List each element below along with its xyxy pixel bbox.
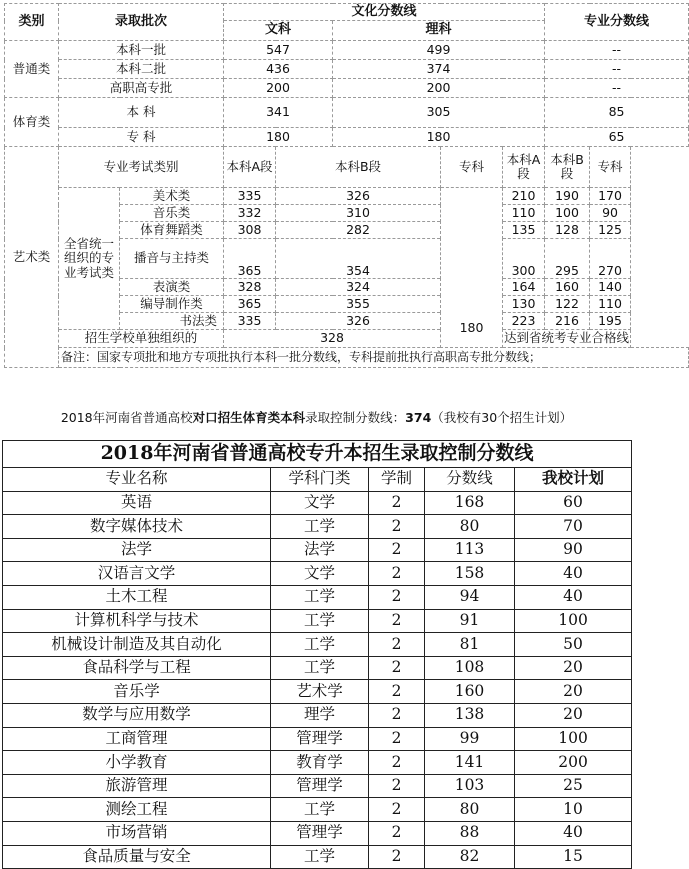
zk-culture-score: 180 [441, 188, 503, 348]
score-a: 328 [224, 279, 276, 296]
discipline-cell: 文学 [271, 491, 369, 515]
score-a: 335 [224, 188, 276, 205]
header-major-line: 专业分数线 [545, 4, 689, 41]
header-plan: 我校计划 [515, 468, 632, 492]
table-row [3, 656, 632, 680]
plan-cell: 40 [515, 821, 632, 845]
major-a: 164 [503, 279, 545, 296]
years-cell: 2 [369, 798, 425, 822]
plan-cell: 40 [515, 562, 632, 586]
discipline-cell: 工学 [271, 656, 369, 680]
batch-cell: 本 科 [59, 98, 224, 128]
unified-exam-label: 全省统一组织的专业考试类 [59, 188, 120, 330]
years-cell: 2 [369, 703, 425, 727]
score-cell: 160 [425, 680, 515, 704]
table-row [3, 680, 632, 704]
table-row [3, 821, 632, 845]
score-b: 310 [276, 205, 441, 222]
years-cell: 2 [369, 751, 425, 775]
years-cell: 2 [369, 845, 425, 869]
batch-cell: 本科一批 [59, 41, 224, 60]
major-name-cell: 音乐学 [3, 680, 271, 704]
score-b: 326 [276, 188, 441, 205]
sports-row [5, 128, 689, 147]
major-a: 223 [503, 313, 545, 330]
score-b: 354 [276, 239, 441, 279]
exam-category-header: 专业考试类别 [59, 147, 224, 188]
plan-cell: 60 [515, 491, 632, 515]
score-cell: 88 [425, 821, 515, 845]
major-name-cell: 数字媒体技术 [3, 515, 271, 539]
years-cell: 2 [369, 491, 425, 515]
science-score: 200 [333, 79, 545, 98]
major-a: 130 [503, 296, 545, 313]
score-b: 324 [276, 279, 441, 296]
major-a: 110 [503, 205, 545, 222]
header-score: 分数线 [425, 468, 515, 492]
table-row [3, 585, 632, 609]
col-zk-header: 专科 [441, 147, 503, 188]
school-org-culture: 328 [224, 330, 441, 348]
major-score: 65 [545, 128, 689, 147]
major-name-cell: 计算机科学与技术 [3, 609, 271, 633]
table-row [3, 703, 632, 727]
table-row [3, 562, 632, 586]
major-zk-header: 专科 [590, 147, 631, 188]
major-zk: 270 [590, 239, 631, 279]
sports-caption [0, 408, 633, 426]
major-a-header: 本科A段 [503, 147, 545, 188]
header-category: 类别 [5, 4, 59, 41]
major-b: 122 [545, 296, 590, 313]
liberal-score: 341 [224, 98, 333, 128]
col-b-header: 本科B段 [276, 147, 441, 188]
plan-cell: 90 [515, 538, 632, 562]
major-name-cell: 汉语言文学 [3, 562, 271, 586]
major-score: -- [545, 41, 689, 60]
table-row [3, 798, 632, 822]
major-b: 128 [545, 222, 590, 239]
control-score-table [4, 3, 689, 368]
years-cell: 2 [369, 585, 425, 609]
table-row [3, 633, 632, 657]
plan-cell: 15 [515, 845, 632, 869]
liberal-score: 180 [224, 128, 333, 147]
discipline-cell: 艺术学 [271, 680, 369, 704]
exam-category: 表演类 [120, 279, 224, 296]
score-b: 282 [276, 222, 441, 239]
major-score: -- [545, 60, 689, 79]
plan-cell: 25 [515, 774, 632, 798]
major-name-cell: 市场营销 [3, 821, 271, 845]
discipline-cell: 教育学 [271, 751, 369, 775]
table-row [3, 609, 632, 633]
major-a: 300 [503, 239, 545, 279]
header-culture-line: 文化分数线 [224, 4, 545, 21]
table-row [3, 727, 632, 751]
major-b: 295 [545, 239, 590, 279]
major-name-cell: 食品质量与安全 [3, 845, 271, 869]
header-major: 专业名称 [3, 468, 271, 492]
caption-suffix: （我校有30个招生计划） [431, 410, 573, 425]
years-cell: 2 [369, 680, 425, 704]
school-org-major: 达到省统考专业合格线 [503, 330, 631, 348]
table-note: 备注：国家专项批和地方专项批执行本科一批分数线，专科提前批执行高职高专批分数线； [59, 348, 689, 368]
school-org-label: 招生学校单独组织的 [59, 330, 224, 348]
score-a: 308 [224, 222, 276, 239]
arts-header-row [5, 147, 689, 188]
score-a: 335 [224, 313, 276, 330]
plan-cell: 70 [515, 515, 632, 539]
header-batch: 录取批次 [59, 4, 224, 41]
arts-row [5, 188, 689, 205]
score-a: 365 [224, 239, 276, 279]
major-zk: 90 [590, 205, 631, 222]
header-liberal: 文科 [224, 21, 333, 41]
score-cell: 82 [425, 845, 515, 869]
score-cell: 168 [425, 491, 515, 515]
discipline-cell: 管理学 [271, 821, 369, 845]
exam-category: 美术类 [120, 188, 224, 205]
score-b: 355 [276, 296, 441, 313]
batch-cell: 专 科 [59, 128, 224, 147]
table-row [3, 751, 632, 775]
years-cell: 2 [369, 656, 425, 680]
plan-cell: 20 [515, 656, 632, 680]
caption-bold: 对口招生体育类本科 [192, 410, 306, 425]
plan-cell: 40 [515, 585, 632, 609]
plan-cell: 20 [515, 703, 632, 727]
discipline-cell: 工学 [271, 515, 369, 539]
major-b: 216 [545, 313, 590, 330]
score-cell: 103 [425, 774, 515, 798]
header-science: 理科 [333, 21, 545, 41]
discipline-cell: 工学 [271, 585, 369, 609]
general-label: 普通类 [5, 41, 59, 98]
discipline-cell: 工学 [271, 845, 369, 869]
years-cell: 2 [369, 774, 425, 798]
major-a: 210 [503, 188, 545, 205]
science-score: 499 [333, 41, 545, 60]
major-zk: 170 [590, 188, 631, 205]
table-row [3, 491, 632, 515]
major-name-cell: 机械设计制造及其自动化 [3, 633, 271, 657]
years-cell: 2 [369, 515, 425, 539]
score-cell: 99 [425, 727, 515, 751]
score-cell: 141 [425, 751, 515, 775]
major-name-cell: 旅游管理 [3, 774, 271, 798]
caption-middle: 录取控制分数线： [305, 410, 406, 425]
major-b-header: 本科B段 [545, 147, 590, 188]
exam-category: 音乐类 [120, 205, 224, 222]
table-row [3, 845, 632, 869]
major-name-cell: 法学 [3, 538, 271, 562]
major-name-cell: 食品科学与工程 [3, 656, 271, 680]
score-cell: 158 [425, 562, 515, 586]
discipline-cell: 理学 [271, 703, 369, 727]
exam-category: 书法类 [120, 313, 224, 330]
general-row [5, 41, 689, 60]
years-cell: 2 [369, 821, 425, 845]
discipline-cell: 工学 [271, 633, 369, 657]
header-years: 学制 [369, 468, 425, 492]
sports-row [5, 98, 689, 128]
batch-cell: 本科二批 [59, 60, 224, 79]
liberal-score: 200 [224, 79, 333, 98]
score-cell: 113 [425, 538, 515, 562]
arts-label: 艺术类 [5, 147, 59, 368]
plan-cell: 200 [515, 751, 632, 775]
general-row [5, 79, 689, 98]
science-score: 180 [333, 128, 545, 147]
plan-cell: 50 [515, 633, 632, 657]
liberal-score: 436 [224, 60, 333, 79]
major-name-cell: 英语 [3, 491, 271, 515]
years-cell: 2 [369, 609, 425, 633]
discipline-cell: 法学 [271, 538, 369, 562]
score-a: 365 [224, 296, 276, 313]
major-a: 135 [503, 222, 545, 239]
major-zk: 195 [590, 313, 631, 330]
plan-cell: 100 [515, 727, 632, 751]
school-org-row [5, 330, 689, 348]
major-name-cell: 数学与应用数学 [3, 703, 271, 727]
plan-cell: 10 [515, 798, 632, 822]
major-name-cell: 小学教育 [3, 751, 271, 775]
header-discipline: 学科门类 [271, 468, 369, 492]
upgrade-score-table [2, 440, 632, 869]
upgrade-header-row [3, 468, 632, 492]
science-score: 305 [333, 98, 545, 128]
exam-category: 编导制作类 [120, 296, 224, 313]
score-cell: 138 [425, 703, 515, 727]
score-cell: 108 [425, 656, 515, 680]
discipline-cell: 工学 [271, 609, 369, 633]
major-score: 85 [545, 98, 689, 128]
discipline-cell: 管理学 [271, 774, 369, 798]
score-cell: 81 [425, 633, 515, 657]
major-b: 160 [545, 279, 590, 296]
liberal-score: 547 [224, 41, 333, 60]
score-cell: 94 [425, 585, 515, 609]
major-zk: 125 [590, 222, 631, 239]
score-cell: 80 [425, 515, 515, 539]
discipline-cell: 文学 [271, 562, 369, 586]
general-row [5, 60, 689, 79]
caption-prefix: 2018年河南省普通高校 [60, 410, 193, 425]
discipline-cell: 工学 [271, 798, 369, 822]
upgrade-table-title: 2018年河南省普通高校专升本招生录取控制分数线 [3, 441, 632, 468]
major-name-cell: 工商管理 [3, 727, 271, 751]
major-name-cell: 测绘工程 [3, 798, 271, 822]
col-a-header: 本科A段 [224, 147, 276, 188]
major-zk: 110 [590, 296, 631, 313]
major-b: 100 [545, 205, 590, 222]
table-row [3, 515, 632, 539]
major-name-cell: 土木工程 [3, 585, 271, 609]
major-score: -- [545, 79, 689, 98]
years-cell: 2 [369, 633, 425, 657]
discipline-cell: 管理学 [271, 727, 369, 751]
major-zk: 140 [590, 279, 631, 296]
plan-cell: 100 [515, 609, 632, 633]
score-cell: 80 [425, 798, 515, 822]
upgrade-rows [3, 491, 632, 869]
caption-score: 374 [405, 410, 432, 425]
years-cell: 2 [369, 727, 425, 751]
plan-cell: 20 [515, 680, 632, 704]
score-b: 326 [276, 313, 441, 330]
score-cell: 91 [425, 609, 515, 633]
score-a: 332 [224, 205, 276, 222]
exam-category: 体育舞蹈类 [120, 222, 224, 239]
table-row [3, 774, 632, 798]
science-score: 374 [333, 60, 545, 79]
major-b: 190 [545, 188, 590, 205]
batch-cell: 高职高专批 [59, 79, 224, 98]
years-cell: 2 [369, 538, 425, 562]
exam-category: 播音与主持类 [120, 239, 224, 279]
sports-label: 体育类 [5, 98, 59, 147]
years-cell: 2 [369, 562, 425, 586]
table-row [3, 538, 632, 562]
